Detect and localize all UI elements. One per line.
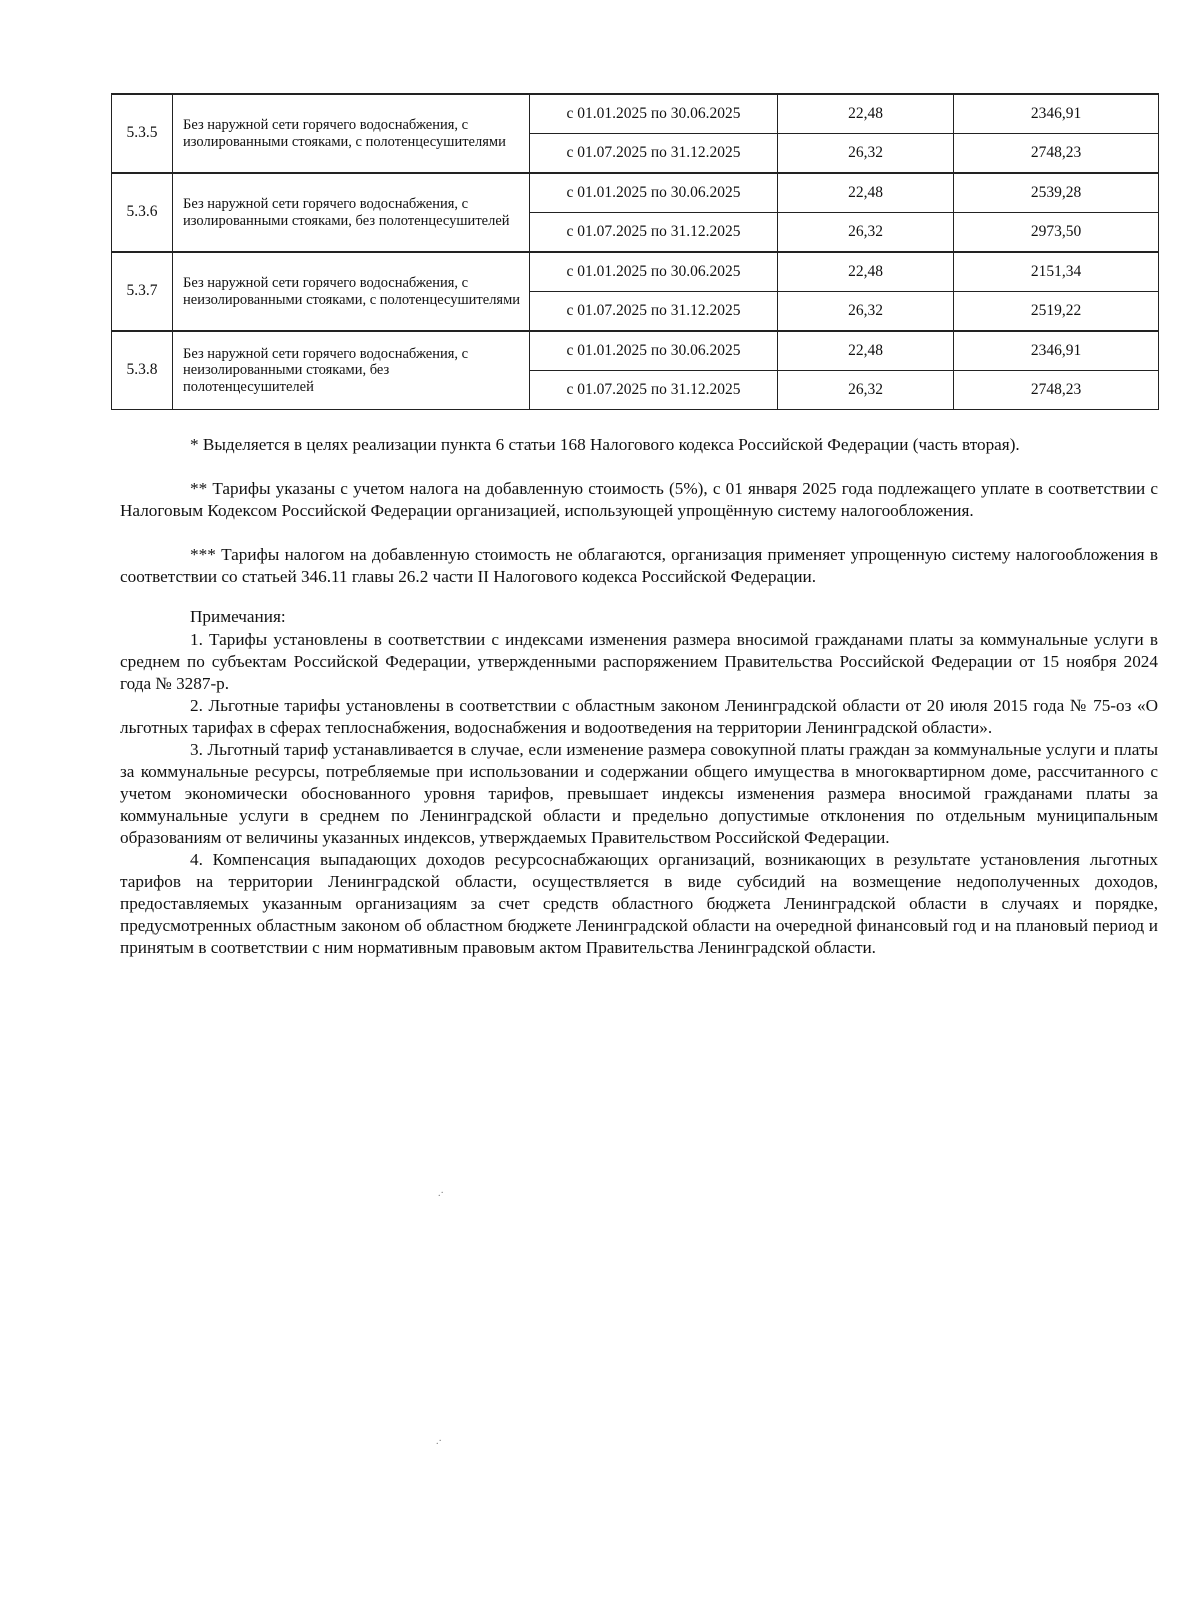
rate-cell: 26,32 [778,292,954,332]
item-description: Без наружной сети горячего водоснабжения, с неизолированными стояками, с полотенцесушителями [173,252,530,331]
value-cell: 2519,22 [954,292,1159,332]
item-description: Без наружной сети горячего водоснабжения, с изолированными стояками, без полотенцесушителей [173,173,530,252]
note-item: 3. Льготный тариф устанавливается в случае, если изменение размера совокупной платы граждан за коммунальные услуги и платы за коммунальные ресурсы, потребляемые при использовании и содержании общего имущества в многоквартирном доме, рассчитанного с учетом экономически обоснованного уровня тарифов, превышает индексы изменения размера вносимой гражданами платы за коммунальные услуги в среднем по Ленинградской области и предельно допустимые отклонения по отдельным муниципальным образованиям от величины указанных индексов, утверждаемых Правительством Российской Федерации. [120,740,1158,847]
note-item: 1. Тарифы установлены в соответствии с индексами изменения размера вносимой гражданами платы за коммунальные услуги в среднем по субъектам Российской Федерации, утвержденными распоряжением Правительства Российской Федерации от 15 ноября 2024 года № 3287-р. [120,630,1158,693]
period-cell: с 01.01.2025 по 30.06.2025 [530,331,778,371]
value-cell: 2748,23 [954,371,1159,410]
value-cell: 2973,50 [954,213,1159,253]
period-cell: с 01.07.2025 по 31.12.2025 [530,134,778,174]
value-cell: 2539,28 [954,173,1159,213]
note-item: 2. Льготные тарифы установлены в соответствии с областным законом Ленинградской области от 20 июля 2015 года № 75-оз «О льготных тарифах в сферах теплоснабжения, водоснабжения и водоотведения на территории Ленинградской области». [120,696,1158,737]
notes-heading: Примечания: [190,607,286,626]
rate-cell: 26,32 [778,371,954,410]
notes-list [120,629,1158,959]
footnote-vat-exempt [120,544,1158,588]
item-code: 5.3.8 [112,331,173,410]
rate-cell: 26,32 [778,134,954,174]
period-cell: с 01.01.2025 по 30.06.2025 [530,173,778,213]
period-cell: с 01.01.2025 по 30.06.2025 [530,252,778,292]
scan-speck: .· [436,1436,442,1447]
footnote-vat-included [120,478,1158,522]
rate-cell: 22,48 [778,331,954,371]
value-cell: 2748,23 [954,134,1159,174]
tariff-table [111,93,1159,410]
period-cell: с 01.07.2025 по 31.12.2025 [530,213,778,253]
footnote-vat-purpose [120,434,1158,456]
rate-cell: 26,32 [778,213,954,253]
footnote-text: * Выделяется в целях реализации пункта 6 статьи 168 Налогового кодекса Российской Федерации (часть вторая). [190,435,1020,454]
note-item: 4. Компенсация выпадающих доходов ресурсоснабжающих организаций, возникающих в результате установления льготных тарифов на территории Ленинградской области, осуществляется в виде субсидий на возмещение недополученных доходов, предоставляемых указанным организациям за счет средств областного бюджета Ленинградской области в случаях и порядке, предусмотренных областным законом об областном бюджете Ленинградской области на очередной финансовый год и на плановый период и принятым в соответствии с ним нормативным правовым актом Правительства Ленинградской области. [120,850,1158,957]
item-code: 5.3.6 [112,173,173,252]
item-code: 5.3.7 [112,252,173,331]
item-code: 5.3.5 [112,94,173,173]
footnote-text: *** Тарифы налогом на добавленную стоимость не облагаются, организация применяет упрощенную систему налогообложения в соответствии со статьей 346.11 главы 26.2 части II Налогового кодекса Российской Федерации. [120,545,1158,586]
scan-speck: .· [438,1188,444,1199]
table-row [112,173,1159,213]
rate-cell: 22,48 [778,94,954,134]
rate-cell: 22,48 [778,252,954,292]
table-row [112,331,1159,371]
period-cell: с 01.07.2025 по 31.12.2025 [530,292,778,332]
value-cell: 2151,34 [954,252,1159,292]
period-cell: с 01.01.2025 по 30.06.2025 [530,94,778,134]
item-description: Без наружной сети горячего водоснабжения, с неизолированными стояками, без полотенцесушителей [173,331,530,410]
value-cell: 2346,91 [954,331,1159,371]
value-cell: 2346,91 [954,94,1159,134]
rate-cell: 22,48 [778,173,954,213]
period-cell: с 01.07.2025 по 31.12.2025 [530,371,778,410]
item-description: Без наружной сети горячего водоснабжения, с изолированными стояками, с полотенцесушителями [173,94,530,173]
footnote-text: ** Тарифы указаны с учетом налога на добавленную стоимость (5%), с 01 января 2025 года подлежащего уплате в соответствии с Налоговым Кодексом Российской Федерации организацией, использующей упрощённую систему налогообложения. [120,479,1158,520]
table-row [112,94,1159,134]
table-row [112,252,1159,292]
